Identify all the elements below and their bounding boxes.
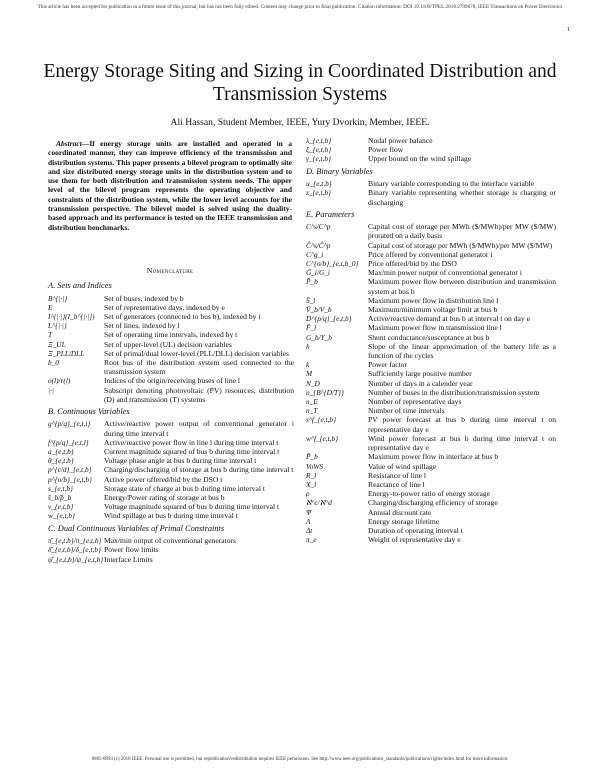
nomenclature-entry [306, 145, 556, 154]
symbol-description: Number of days in a calender year [368, 378, 473, 388]
symbol-description: Price offered by conventional generator i [368, 249, 493, 259]
nomenclature-entry [306, 508, 556, 517]
symbol-description: Value of wind spillage [368, 461, 437, 471]
symbol-description: Maximum power flow in distribution line l [368, 295, 499, 305]
symbol: z_{e,t,b} [306, 188, 331, 198]
symbol: Ḡ_i/G_i [306, 268, 330, 278]
nomenclature-entry [48, 456, 294, 465]
symbol: Ξ_UL [48, 339, 66, 349]
symbol-description: Set of primal/dual lower-level (PLL/DLL) decision variables [104, 348, 289, 358]
abstract [48, 139, 292, 232]
symbol-description: Binary variable representing whether storage is charging or discharging [368, 188, 556, 207]
nomenclature-entry [306, 241, 556, 250]
symbol: I^{|·|}(I_b^{|·|}) [48, 311, 95, 321]
section-heading: E. Parameters [306, 209, 355, 219]
nomenclature-entry [48, 447, 294, 456]
nomenclature-section [48, 281, 294, 404]
symbol: o(l)/r(l) [48, 376, 71, 386]
symbol-description: Active/reactive demand at bus b at interval t on day e [368, 314, 530, 324]
nomenclature-entry [48, 555, 294, 564]
nomenclature-section [306, 210, 556, 545]
symbol-description: Power flow limits [104, 545, 159, 555]
nomenclature-entry [306, 526, 556, 535]
nomenclature-entry [306, 434, 556, 452]
nomenclature-entry [306, 415, 556, 433]
symbol: π̄_{e,t,b}/π_{e,t,b} [48, 536, 102, 546]
nomenclature-entry [306, 305, 556, 314]
nomenclature-entry [306, 360, 556, 369]
symbol-description: Energy-to-power ratio of energy storage [368, 489, 491, 499]
symbol: Δt [306, 525, 313, 535]
nomenclature-entry [48, 376, 294, 385]
nomenclature-entry [48, 475, 294, 484]
symbol: G_b/Y_b [306, 332, 332, 342]
nomenclature-entry [306, 369, 556, 378]
nomenclature-entry [306, 296, 556, 305]
symbol: N_D [306, 378, 320, 388]
nomenclature-entry [306, 471, 556, 480]
symbol-description: Nodal power balance [368, 136, 433, 145]
symbol: s_{e,t,b} [48, 483, 73, 493]
nomenclature-entry [306, 489, 556, 498]
symbol-description: Price offered/bid by the DSO [368, 259, 457, 269]
symbol: ρ [306, 489, 310, 499]
symbol-description: Number of time intervals [368, 406, 445, 416]
symbol-description: Slope of the linear approximation of the battery life as a function of the cycles [368, 341, 556, 361]
symbol-description: Number of buses in the distribution/transmission system [368, 387, 540, 397]
symbol-description: Shunt conductance/susceptance at bus b [368, 332, 490, 342]
section-heading: D. Binary Variables [306, 166, 373, 176]
symbol-description: Capital cost of storage per MWh ($/MWh)/per MW ($/MW) [368, 240, 553, 250]
symbol: X_l [306, 479, 317, 489]
symbol: θ_{e,t,b} [48, 456, 74, 466]
nomenclature-entry [306, 179, 556, 188]
paper-title: Energy Storage Siting and Sizing in Coordinated Distribution and Transmission Systems [43, 61, 557, 105]
symbol-description: Set of generators (connected to bus b), indexed by i [104, 311, 261, 321]
symbol: Λ [306, 516, 311, 526]
nomenclature-entry [306, 268, 556, 277]
symbol-description: Capital cost of storage per MWh ($/MWh)/per MW ($/MW) prorated on a daily basis [368, 222, 556, 241]
nomenclature-entry [48, 303, 294, 312]
nomenclature-entry [48, 330, 294, 339]
symbol-description: Maximum/minimum voltage limit at bus b [368, 305, 498, 315]
symbol-description: Annual discount rate [368, 507, 432, 517]
symbol-description: Active/reactive power output of conventional generator i during time interval t [104, 419, 294, 438]
symbol-description: Set of representative days, indexed by e [104, 302, 225, 312]
nomenclature-entry [306, 222, 556, 240]
symbol-description: Resistance of line l [368, 470, 426, 480]
symbol: γ_{e,t,b} [306, 154, 331, 164]
symbol: w_{e,t,b} [48, 511, 75, 521]
nomenclature-entry [48, 465, 294, 474]
nomenclature-entry [306, 397, 556, 406]
symbol: R_l [306, 470, 317, 480]
nomenclature-entry [48, 419, 294, 437]
nomenclature-entry [48, 438, 294, 447]
paper-authors: Ali Hassan, Student Member, IEEE, Yury Dvorkin, Member, IEEE. [170, 117, 430, 128]
symbol: E [48, 302, 53, 312]
page-number: 1 [566, 26, 570, 33]
nomenclature-entry [48, 545, 294, 554]
symbol: F̄_l [306, 323, 317, 333]
nomenclature-heading: Nomenclature [146, 266, 194, 275]
right-column [306, 136, 556, 547]
symbol: n_T [306, 406, 318, 416]
symbol-description: Set of buses, indexed by b [104, 293, 184, 303]
nomenclature-entry [48, 386, 294, 404]
symbol-description: Active/reactive power flow in line l during time interval t [104, 437, 279, 447]
nomenclature-entry [48, 484, 294, 493]
symbol-description: Root bus of the distribution system used connected to the transmission system [104, 357, 294, 377]
nomenclature-entry [306, 250, 556, 259]
journal-notice: This article has been accepted for publication in a future issue of this journal, but has not been fully edited. Content may change prior to final publication. Citation information: DOI 10.1109/TPEL.2018.2799678, IEEE Transactions on Power Electronics [37, 4, 563, 10]
symbol-description: PV power forecast at bus b during time interval t on representative day e [368, 415, 556, 434]
nomenclature-entry [48, 294, 294, 303]
symbol: ℵ^c/ℵ^d [306, 498, 332, 508]
symbol: u_{e,t,b} [306, 179, 332, 189]
nomenclature-entry [306, 342, 556, 360]
symbol: h [306, 341, 310, 351]
symbol-description: Upper bound on the wind spillage [368, 154, 472, 164]
symbol: P̄_b [306, 452, 318, 462]
symbol: VoWS [306, 461, 324, 471]
symbol: s̄_b/p̄_b [48, 493, 72, 503]
symbol-description: Max/min output of conventional generators [104, 536, 237, 546]
nomenclature-entry [306, 480, 556, 489]
symbol: Ξ_PLL/DLL [48, 348, 85, 358]
symbol: C^s/C^p [306, 222, 331, 232]
nomenclature-section [306, 167, 556, 207]
symbol-description: Interface Limits [104, 554, 153, 564]
nomenclature-entry [48, 340, 294, 349]
symbol-description: Energy/Power rating of storage at bus b [104, 493, 225, 503]
symbol-description: Set of lines, indexed by l [104, 321, 180, 331]
nomenclature-entry [306, 154, 556, 163]
nomenclature-entry [48, 536, 294, 545]
nomenclature-entry [48, 358, 294, 376]
symbol: n_{B^{D/T}} [306, 387, 344, 397]
abstract-text: —If energy storage units are installed and operated in a coordinated manner, they can improve efficiency of the transmission and distribution systems. This paper presents a bilevel program to optimally site and size distributed energy storage units in the distribution system and to use them for both distribution and transmission system needs. The upper level of the bilevel program represents the operating objective and constraints of the distribution system, while the lower level accounts for the transmission perspective. The bilevel model is solved using the duality-based approach and its performance is tested on the IEEE transmission and distribution benchmarks. [48, 139, 292, 232]
symbol: a_{e,t,b} [48, 447, 74, 457]
nomenclature-entry [306, 379, 556, 388]
symbol-description: Wind spillage at bus b during time interval t [104, 511, 238, 521]
symbol: B^{|·|} [48, 293, 68, 303]
symbol-description: Maximum power flow in transmission line l [368, 323, 502, 333]
symbol: k [306, 360, 310, 370]
symbol-description: Energy storage lifetime [368, 516, 440, 526]
symbol: n_E [306, 397, 318, 407]
symbol-description: Reactance of line l [368, 479, 425, 489]
nomenclature-entry [306, 277, 556, 295]
symbol: δ̄_{e,t,b}/δ_{e,t,b} [48, 545, 101, 555]
nomenclature-entry [306, 333, 556, 342]
symbol-description: Max/min power output of conventional generator i [368, 268, 522, 278]
symbol: D^{p/q}_{e,t,b} [306, 314, 352, 324]
symbol-description: Binary variable corresponding to the interface variable [368, 179, 535, 189]
symbol-description: Indices of the origin/receiving buses of line l [104, 376, 241, 386]
nomenclature-section [48, 407, 294, 521]
nomenclature-entry [306, 136, 556, 145]
symbol-description: Voltage phase angle at bus b during time interval t [104, 456, 257, 466]
nomenclature-entry [306, 314, 556, 323]
symbol-description: Sufficiently large positive number [368, 369, 472, 379]
nomenclature-section [306, 136, 556, 164]
nomenclature-entry [306, 452, 556, 461]
symbol-description: Maximum power flow in interface at bus b [368, 452, 499, 462]
nomenclature-entry [48, 511, 294, 520]
symbol: Ψ [306, 507, 312, 517]
nomenclature-entry [48, 321, 294, 330]
symbol: |·| [48, 385, 54, 395]
symbol: p^{c/d}_{e,t,b} [48, 465, 92, 475]
symbol-description: Set of operating time intervals, indexed by t [104, 330, 238, 340]
nomenclature-section [48, 524, 294, 564]
symbol: Ĉ^s/Ĉ^p [306, 240, 331, 250]
symbol-description: Voltage magnitude squared of bus b during time interval t [104, 502, 280, 512]
symbol: P̄_b [306, 277, 318, 287]
symbol: π_e [306, 535, 317, 545]
nomenclature-entry [306, 406, 556, 415]
symbol-description: Storage state of charge at bus b during time interval t [104, 483, 265, 493]
symbol: λ_{e,t,b} [306, 136, 332, 145]
symbol-description: Charging/discharging efficiency of storage [368, 498, 498, 508]
symbol: g^{p/q}_{e,t,i} [48, 419, 91, 429]
symbol-description: Duration of operating interval t [368, 525, 463, 535]
nomenclature-entry [48, 349, 294, 358]
nomenclature-entry [306, 388, 556, 397]
nomenclature-entry [306, 188, 556, 206]
left-column [48, 280, 294, 567]
symbol-description: Charging/discharging of storage at bus b during time interval t [104, 465, 294, 475]
symbol: w^f_{e,t,b} [306, 433, 339, 443]
symbol: f^{p/q}_{e,t,l} [48, 437, 89, 447]
symbol: ψ̄_{e,t,b}/ψ_{e,t,b} [48, 554, 104, 564]
symbol: ξ_{e,t,b} [306, 145, 332, 155]
nomenclature-entry [48, 493, 294, 502]
nomenclature-entry [306, 535, 556, 544]
nomenclature-entry [306, 498, 556, 507]
symbol-description: Active power offered/bid by the DSO t [104, 474, 223, 484]
nomenclature-entry [306, 259, 556, 268]
nomenclature-entry [306, 517, 556, 526]
copyright-footer: 0885-8993 (c) 2018 IEEE. Personal use is permitted, but republication/redistribution requires IEEE permission. See http://www.ieee.org/publications_standards/publications/rights/index.html for more information. [91, 757, 509, 762]
symbol: S̄_l [306, 295, 316, 305]
section-heading: B. Continuous Variables [48, 406, 130, 416]
symbol: V̄_b/V_b [306, 305, 332, 315]
symbol-description: Weight of representative day e [368, 535, 461, 545]
symbol: C^g_i [306, 249, 324, 259]
symbol: T [48, 330, 53, 340]
section-heading: A. Sets and Indices [48, 281, 112, 290]
section-heading: C. Dual Continuous Variables of Primal Constraints [48, 523, 225, 533]
symbol-description: Power flow [368, 145, 404, 155]
symbol-description: Power factor [368, 360, 408, 370]
symbol-description: Current magnitude squared of bus b during time interval t [104, 447, 280, 457]
symbol-description: Set of upper-level (UL) decision variables [104, 339, 232, 349]
abstract-label: Abstract [56, 139, 82, 148]
symbol-description: Number of representative days [368, 397, 462, 407]
symbol: s^f_{e,t,b} [306, 415, 336, 425]
nomenclature-entry [48, 312, 294, 321]
symbol: L^{|·|} [48, 321, 67, 331]
symbol: p^{o/b}_{e,t,b} [48, 474, 92, 484]
symbol: C^{o/b}_{e,t,b_0} [306, 259, 359, 269]
symbol: v_{e,t,b} [48, 502, 74, 512]
nomenclature-entry [306, 323, 556, 332]
symbol-description: Subscript denoting photovoltaic (PV) resources, distribution (D) and transmission (T) systems [104, 385, 294, 404]
symbol-description: Wind power forecast at bus b during time interval t on representative day e [368, 433, 556, 453]
symbol: M [306, 369, 313, 379]
nomenclature-entry [306, 462, 556, 471]
nomenclature-entry [48, 502, 294, 511]
symbol-description: Maximum power flow between distribution and transmission system at bus b [368, 277, 556, 296]
symbol: b_0 [48, 357, 59, 367]
